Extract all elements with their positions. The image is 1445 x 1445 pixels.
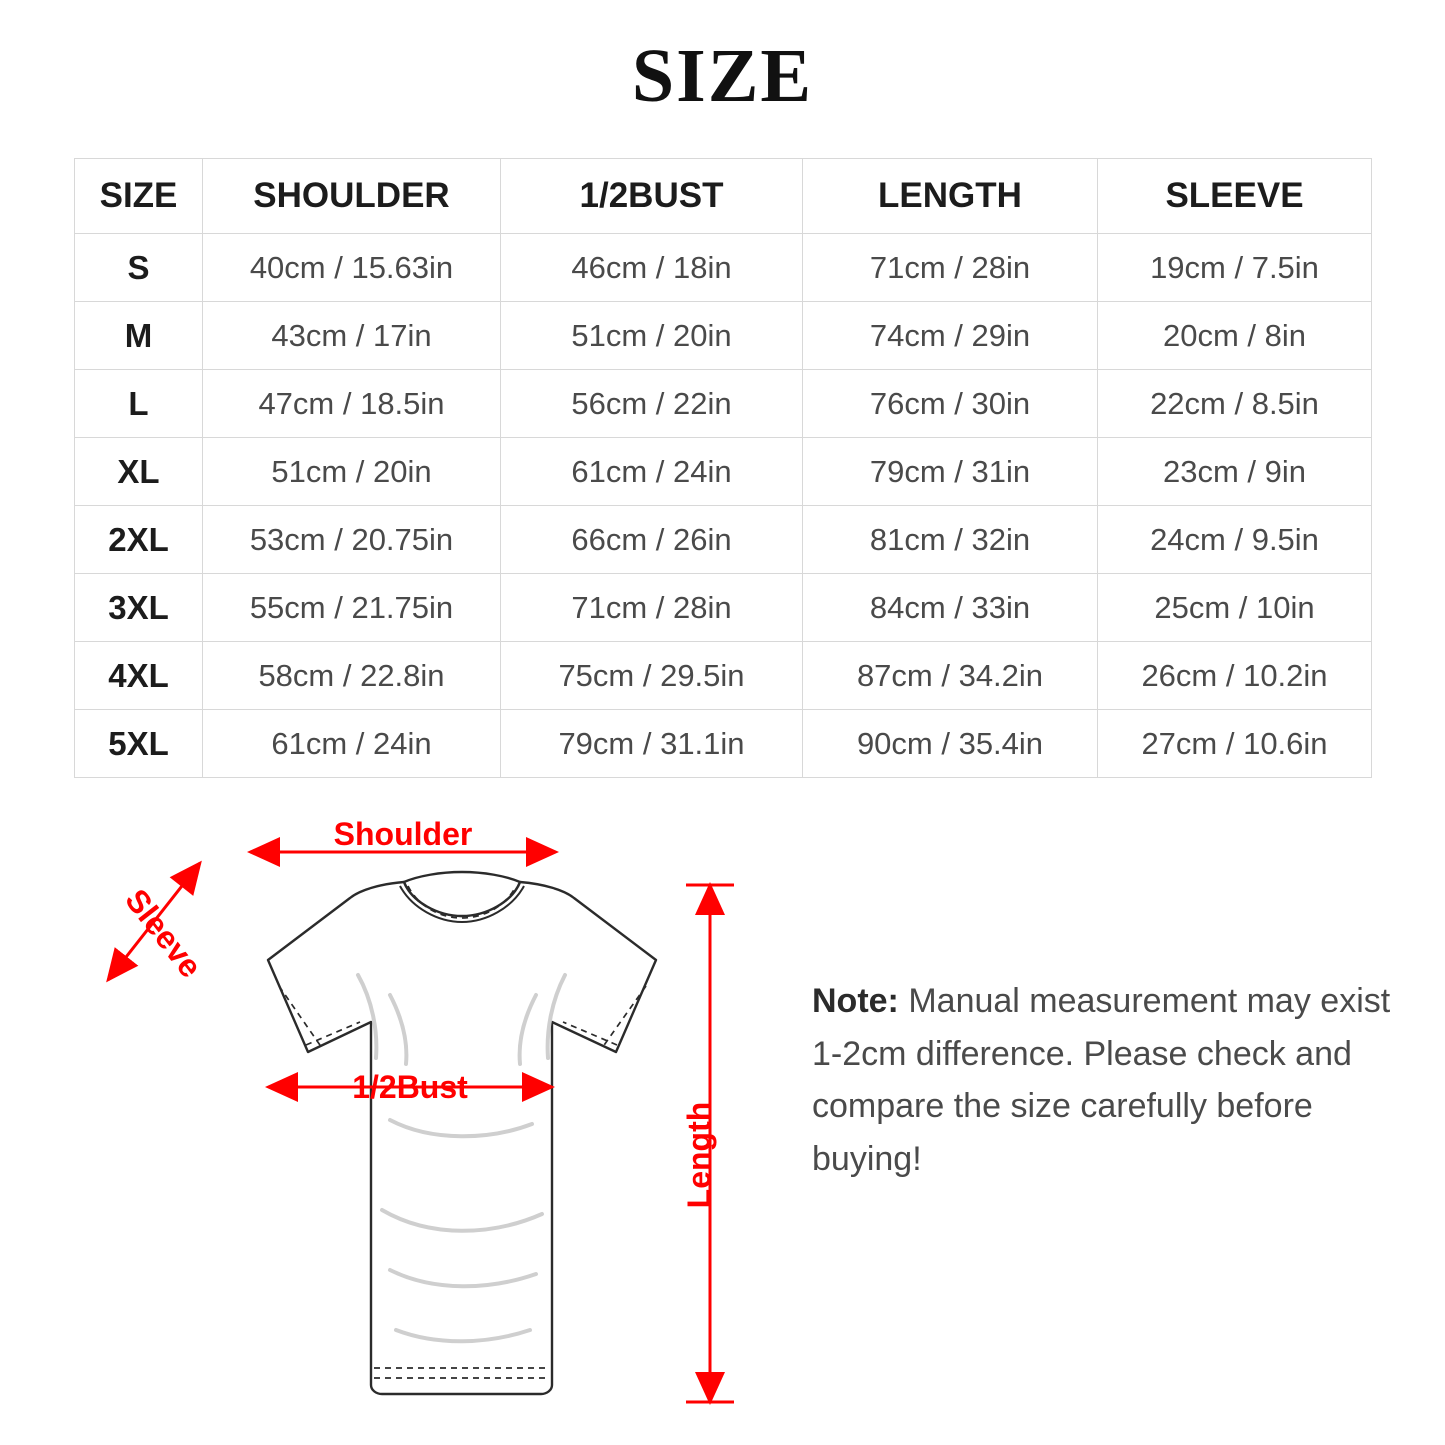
note-label: Note: (812, 982, 899, 1020)
table-row (75, 370, 1372, 438)
cell-bust: 66cm / 26in (501, 506, 803, 574)
page-title: SIZE (631, 34, 814, 118)
cell-size: XL (75, 438, 203, 506)
table-row (75, 302, 1372, 370)
cell-sleeve: 24cm / 9.5in (1098, 506, 1372, 574)
cell-shoulder: 43cm / 17in (203, 302, 501, 370)
shoulder-measure (250, 816, 556, 852)
cell-sleeve: 19cm / 7.5in (1098, 234, 1372, 302)
cell-shoulder: 47cm / 18.5in (203, 370, 501, 438)
table-row (75, 710, 1372, 778)
cell-size: 5XL (75, 710, 203, 778)
cell-shoulder: 58cm / 22.8in (203, 642, 501, 710)
cell-bust: 46cm / 18in (501, 234, 803, 302)
column-header-size: SIZE (75, 159, 203, 234)
table-row (75, 234, 1372, 302)
note-text: Manual measurement may exist 1-2cm difference. Please check and compare the size carefully before buying! (812, 982, 1391, 1179)
table-row (75, 574, 1372, 642)
cell-length: 79cm / 31in (803, 438, 1098, 506)
cell-length: 90cm / 35.4in (803, 710, 1098, 778)
cell-shoulder: 40cm / 15.63in (203, 234, 501, 302)
cell-sleeve: 20cm / 8in (1098, 302, 1372, 370)
cell-bust: 56cm / 22in (501, 370, 803, 438)
cell-bust: 75cm / 29.5in (501, 642, 803, 710)
cell-sleeve: 23cm / 9in (1098, 438, 1372, 506)
column-header-shoulder: SHOULDER (203, 159, 501, 234)
table-row (75, 506, 1372, 574)
cell-length: 84cm / 33in (803, 574, 1098, 642)
column-header-bust: 1/2BUST (501, 159, 803, 234)
cell-shoulder: 55cm / 21.75in (203, 574, 501, 642)
cell-length: 76cm / 30in (803, 370, 1098, 438)
label-shoulder: Shoulder (333, 816, 473, 852)
cell-sleeve: 22cm / 8.5in (1098, 370, 1372, 438)
label-sleeve: Sleeve (118, 882, 210, 985)
cell-length: 74cm / 29in (803, 302, 1098, 370)
tshirt-outline (268, 872, 656, 1394)
note-block (812, 975, 1392, 1186)
cell-size: S (75, 234, 203, 302)
cell-length: 71cm / 28in (803, 234, 1098, 302)
column-header-length: LENGTH (803, 159, 1098, 234)
table-header-row (75, 159, 1372, 234)
cell-size: 2XL (75, 506, 203, 574)
size-chart-table (74, 158, 1372, 778)
cell-bust: 61cm / 24in (501, 438, 803, 506)
cell-sleeve: 27cm / 10.6in (1098, 710, 1372, 778)
column-header-sleeve: SLEEVE (1098, 159, 1372, 234)
cell-length: 87cm / 34.2in (803, 642, 1098, 710)
cell-size: L (75, 370, 203, 438)
tshirt-diagram-svg (60, 790, 820, 1430)
cell-bust: 51cm / 20in (501, 302, 803, 370)
cell-shoulder: 53cm / 20.75in (203, 506, 501, 574)
length-measure (681, 885, 734, 1402)
table-row (75, 642, 1372, 710)
cell-sleeve: 25cm / 10in (1098, 574, 1372, 642)
cell-bust: 79cm / 31.1in (501, 710, 803, 778)
cell-shoulder: 51cm / 20in (203, 438, 501, 506)
cell-bust: 71cm / 28in (501, 574, 803, 642)
cell-length: 81cm / 32in (803, 506, 1098, 574)
label-bust: 1/2Bust (352, 1069, 468, 1105)
label-length: Length (681, 1101, 717, 1209)
cell-size: 4XL (75, 642, 203, 710)
cell-shoulder: 61cm / 24in (203, 710, 501, 778)
cell-size: 3XL (75, 574, 203, 642)
cell-size: M (75, 302, 203, 370)
table-row (75, 438, 1372, 506)
cell-sleeve: 26cm / 10.2in (1098, 642, 1372, 710)
sleeve-measure (108, 863, 209, 984)
